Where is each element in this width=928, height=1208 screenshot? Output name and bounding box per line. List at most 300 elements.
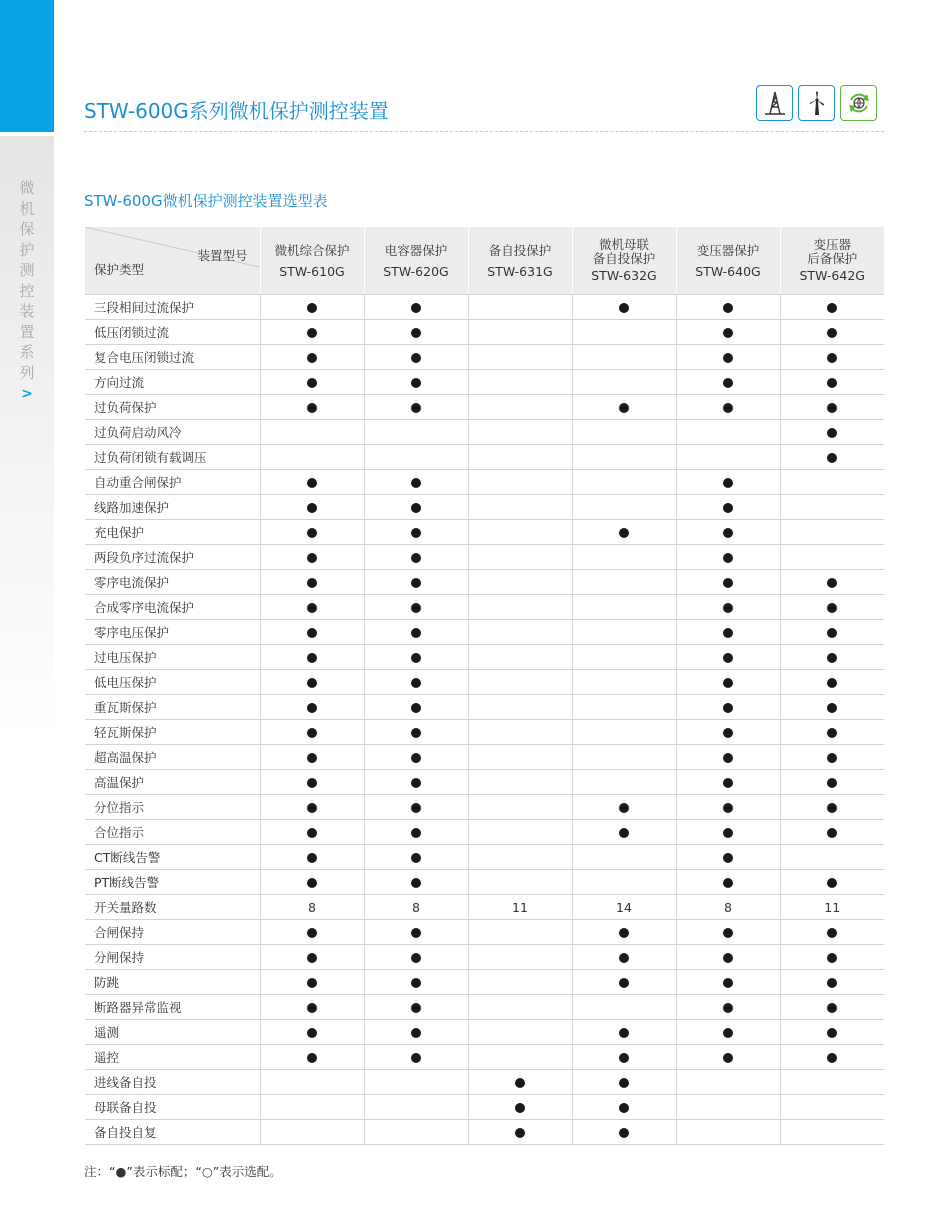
standard-dot-icon <box>411 1053 421 1063</box>
standard-dot-icon <box>307 578 317 588</box>
standard-dot-cell <box>676 470 780 495</box>
empty-cell <box>468 295 572 320</box>
standard-dot-cell <box>676 570 780 595</box>
standard-dot-icon <box>827 778 837 788</box>
column-model: STW-632G <box>591 267 657 283</box>
standard-dot-icon <box>411 528 421 538</box>
empty-cell <box>572 695 676 720</box>
standard-dot-cell <box>364 670 468 695</box>
column-header <box>468 227 572 295</box>
standard-dot-cell <box>780 595 884 620</box>
protection-type-label: 方向过流 <box>85 370 260 395</box>
table-row <box>85 595 884 620</box>
table-row <box>85 1070 884 1095</box>
protection-type-label: 低电压保护 <box>85 670 260 695</box>
selection-table <box>85 227 884 1145</box>
standard-dot-icon <box>619 1028 629 1038</box>
standard-dot-cell <box>260 645 364 670</box>
standard-dot-cell <box>364 470 468 495</box>
standard-dot-cell <box>572 1120 676 1145</box>
standard-dot-cell <box>260 770 364 795</box>
protection-type-label: 断路器异常监视 <box>85 995 260 1020</box>
standard-dot-cell <box>780 295 884 320</box>
standard-dot-cell <box>676 795 780 820</box>
standard-dot-cell <box>676 495 780 520</box>
empty-cell <box>468 595 572 620</box>
empty-cell <box>572 670 676 695</box>
standard-dot-cell <box>260 370 364 395</box>
empty-cell <box>572 470 676 495</box>
standard-dot-cell <box>260 720 364 745</box>
empty-cell <box>572 345 676 370</box>
standard-dot-icon <box>827 353 837 363</box>
standard-dot-cell <box>260 670 364 695</box>
protection-type-label: 过负荷闭锁有载调压 <box>85 445 260 470</box>
standard-dot-icon <box>411 878 421 888</box>
standard-dot-icon <box>307 1053 317 1063</box>
empty-cell <box>676 1120 780 1145</box>
standard-dot-cell <box>676 845 780 870</box>
standard-dot-cell <box>676 745 780 770</box>
column-name: 微机综合保护 <box>274 242 350 258</box>
empty-cell <box>572 545 676 570</box>
standard-dot-icon <box>827 1053 837 1063</box>
column-header <box>780 227 884 295</box>
sidebar-series-label <box>0 178 54 405</box>
protection-type-label: CT断线告警 <box>85 845 260 870</box>
standard-dot-cell <box>572 970 676 995</box>
standard-dot-icon <box>411 1003 421 1013</box>
standard-dot-icon <box>411 853 421 863</box>
standard-dot-icon <box>723 678 733 688</box>
standard-dot-icon <box>307 853 317 863</box>
standard-dot-cell <box>260 495 364 520</box>
standard-dot-cell <box>364 570 468 595</box>
standard-dot-cell <box>676 395 780 420</box>
standard-dot-cell <box>364 345 468 370</box>
empty-cell <box>260 1095 364 1120</box>
table-row <box>85 345 884 370</box>
table-row <box>85 945 884 970</box>
table-row <box>85 470 884 495</box>
standard-dot-icon <box>619 1103 629 1113</box>
standard-dot-icon <box>827 703 837 713</box>
standard-dot-cell <box>572 520 676 545</box>
standard-dot-icon <box>723 928 733 938</box>
empty-cell <box>364 1120 468 1145</box>
standard-dot-cell <box>260 995 364 1020</box>
standard-dot-cell <box>364 1020 468 1045</box>
standard-dot-icon <box>307 703 317 713</box>
empty-cell <box>260 1070 364 1095</box>
standard-dot-icon <box>411 828 421 838</box>
table-row <box>85 720 884 745</box>
empty-cell <box>676 420 780 445</box>
protection-type-label: 零序电流保护 <box>85 570 260 595</box>
standard-dot-cell <box>364 645 468 670</box>
empty-cell <box>364 1070 468 1095</box>
sidebar-char: 置 <box>19 322 35 341</box>
standard-dot-icon <box>307 303 317 313</box>
standard-dot-icon <box>411 978 421 988</box>
standard-dot-icon <box>307 503 317 513</box>
sidebar-char: 微 <box>19 179 35 197</box>
sidebar-char: 控 <box>19 281 35 300</box>
empty-cell <box>572 870 676 895</box>
standard-dot-icon <box>827 1003 837 1013</box>
table-corner-cell <box>85 227 260 295</box>
standard-dot-cell <box>572 1020 676 1045</box>
table-row <box>85 645 884 670</box>
empty-cell <box>468 545 572 570</box>
empty-cell <box>468 395 572 420</box>
standard-dot-icon <box>827 978 837 988</box>
protection-type-label: 三段相间过流保护 <box>85 295 260 320</box>
table-row <box>85 895 884 920</box>
standard-dot-cell <box>260 570 364 595</box>
standard-dot-icon <box>411 603 421 613</box>
empty-cell <box>468 1045 572 1070</box>
column-name: 变压器保护 <box>696 242 760 258</box>
standard-dot-cell <box>676 820 780 845</box>
standard-dot-icon <box>515 1078 525 1088</box>
standard-dot-cell <box>676 945 780 970</box>
standard-dot-icon <box>619 828 629 838</box>
standard-dot-cell <box>260 395 364 420</box>
protection-type-label: 低压闭锁过流 <box>85 320 260 345</box>
standard-dot-icon <box>411 953 421 963</box>
standard-dot-cell <box>364 945 468 970</box>
standard-dot-icon <box>723 1053 733 1063</box>
standard-dot-cell <box>364 845 468 870</box>
wind-turbine-icon <box>798 85 835 121</box>
empty-cell <box>468 970 572 995</box>
protection-type-label: 自动重合闸保护 <box>85 470 260 495</box>
standard-dot-cell <box>572 395 676 420</box>
standard-dot-icon <box>411 503 421 513</box>
standard-dot-cell <box>364 920 468 945</box>
protection-type-label: 充电保护 <box>85 520 260 545</box>
standard-dot-cell <box>364 695 468 720</box>
column-name: 微机母联 备自投保护 <box>592 237 656 266</box>
standard-dot-icon <box>307 953 317 963</box>
standard-dot-cell <box>364 620 468 645</box>
standard-dot-icon <box>307 878 317 888</box>
standard-dot-cell <box>780 1045 884 1070</box>
corner-label-model: 装置型号 <box>197 248 248 263</box>
standard-dot-cell <box>780 770 884 795</box>
standard-dot-icon <box>827 453 837 463</box>
standard-dot-icon <box>723 853 733 863</box>
standard-dot-icon <box>411 378 421 388</box>
protection-type-label: 轻瓦斯保护 <box>85 720 260 745</box>
standard-dot-icon <box>411 403 421 413</box>
sidebar-char: 系 <box>19 343 35 361</box>
empty-cell <box>572 570 676 595</box>
empty-cell <box>364 1095 468 1120</box>
standard-dot-icon <box>827 953 837 963</box>
empty-cell <box>468 845 572 870</box>
table-row <box>85 495 884 520</box>
corner-label-type: 保护类型 <box>94 262 145 277</box>
column-model: STW-610G <box>279 263 345 279</box>
standard-dot-icon <box>723 1028 733 1038</box>
table-row <box>85 620 884 645</box>
empty-cell <box>468 995 572 1020</box>
standard-dot-icon <box>307 478 317 488</box>
standard-dot-cell <box>676 920 780 945</box>
standard-dot-icon <box>619 978 629 988</box>
standard-dot-cell <box>364 820 468 845</box>
table-body <box>85 295 884 1145</box>
footnote: 注：“●”表示标配；“○”表示选配。 <box>84 1164 282 1179</box>
standard-dot-icon <box>619 1053 629 1063</box>
standard-dot-icon <box>411 703 421 713</box>
standard-dot-cell <box>780 345 884 370</box>
protection-type-label: 过负荷启动风冷 <box>85 420 260 445</box>
standard-dot-icon <box>619 1128 629 1138</box>
column-model: STW-620G <box>383 263 449 279</box>
standard-dot-cell <box>676 320 780 345</box>
sidebar-char: 机 <box>19 199 35 218</box>
standard-dot-icon <box>723 728 733 738</box>
protection-type-label: PT断线告警 <box>85 870 260 895</box>
standard-dot-cell <box>260 845 364 870</box>
standard-dot-icon <box>723 753 733 763</box>
standard-dot-cell <box>572 920 676 945</box>
standard-dot-cell <box>676 995 780 1020</box>
table-row <box>85 1020 884 1045</box>
protection-type-label: 备自投自复 <box>85 1120 260 1145</box>
standard-dot-icon <box>827 403 837 413</box>
standard-dot-icon <box>723 828 733 838</box>
standard-dot-cell <box>572 820 676 845</box>
protection-type-label: 进线备自投 <box>85 1070 260 1095</box>
table-row <box>85 370 884 395</box>
empty-cell <box>468 695 572 720</box>
column-header <box>364 227 468 295</box>
standard-dot-cell <box>780 395 884 420</box>
empty-cell <box>260 445 364 470</box>
standard-dot-cell <box>676 520 780 545</box>
empty-cell <box>468 820 572 845</box>
standard-dot-icon <box>411 328 421 338</box>
table-row <box>85 695 884 720</box>
protection-type-label: 母联备自投 <box>85 1095 260 1120</box>
standard-dot-icon <box>619 303 629 313</box>
standard-dot-icon <box>411 1028 421 1038</box>
standard-dot-cell <box>260 970 364 995</box>
standard-dot-icon <box>723 628 733 638</box>
standard-dot-icon <box>723 528 733 538</box>
standard-dot-cell <box>676 370 780 395</box>
standard-dot-icon <box>307 753 317 763</box>
empty-cell <box>572 420 676 445</box>
standard-dot-cell <box>260 320 364 345</box>
standard-dot-icon <box>307 553 317 563</box>
protection-type-label: 超高温保护 <box>85 745 260 770</box>
protection-type-label: 合成零序电流保护 <box>85 595 260 620</box>
standard-dot-cell <box>780 870 884 895</box>
standard-dot-icon <box>723 578 733 588</box>
standard-dot-icon <box>827 803 837 813</box>
standard-dot-cell <box>780 670 884 695</box>
standard-dot-icon <box>723 403 733 413</box>
standard-dot-icon <box>619 528 629 538</box>
table-row <box>85 520 884 545</box>
column-name: 备自投保护 <box>488 242 552 258</box>
standard-dot-cell <box>364 795 468 820</box>
empty-cell <box>572 995 676 1020</box>
empty-cell <box>468 420 572 445</box>
empty-cell <box>468 745 572 770</box>
standard-dot-icon <box>723 478 733 488</box>
empty-cell <box>468 945 572 970</box>
standard-dot-icon <box>827 828 837 838</box>
standard-dot-cell <box>780 970 884 995</box>
standard-dot-cell <box>780 445 884 470</box>
standard-dot-icon <box>827 653 837 663</box>
standard-dot-cell <box>364 970 468 995</box>
standard-dot-icon <box>619 928 629 938</box>
empty-cell <box>468 670 572 695</box>
standard-dot-icon <box>827 878 837 888</box>
empty-cell <box>468 720 572 745</box>
standard-dot-cell <box>260 1020 364 1045</box>
table-row <box>85 770 884 795</box>
empty-cell <box>676 1095 780 1120</box>
standard-dot-cell <box>260 470 364 495</box>
recycle-globe-icon <box>840 85 877 121</box>
standard-dot-cell <box>364 320 468 345</box>
standard-dot-cell <box>364 395 468 420</box>
standard-dot-cell <box>364 545 468 570</box>
standard-dot-icon <box>411 753 421 763</box>
table-row <box>85 320 884 345</box>
standard-dot-icon <box>619 953 629 963</box>
standard-dot-cell <box>676 545 780 570</box>
standard-dot-icon <box>307 678 317 688</box>
table-row <box>85 1045 884 1070</box>
empty-cell <box>468 1020 572 1045</box>
standard-dot-cell <box>780 795 884 820</box>
standard-dot-icon <box>723 978 733 988</box>
empty-cell <box>780 545 884 570</box>
table-row <box>85 570 884 595</box>
empty-cell <box>572 370 676 395</box>
standard-dot-icon <box>307 828 317 838</box>
table-row <box>85 1095 884 1120</box>
empty-cell <box>468 345 572 370</box>
standard-dot-cell <box>780 1020 884 1045</box>
standard-dot-icon <box>307 378 317 388</box>
standard-dot-cell <box>676 770 780 795</box>
empty-cell <box>572 320 676 345</box>
standard-dot-cell <box>572 1070 676 1095</box>
standard-dot-cell <box>260 870 364 895</box>
protection-type-label: 零序电压保护 <box>85 620 260 645</box>
standard-dot-icon <box>827 1028 837 1038</box>
empty-cell <box>572 845 676 870</box>
empty-cell <box>780 1070 884 1095</box>
standard-dot-cell <box>364 1045 468 1070</box>
standard-dot-cell <box>364 520 468 545</box>
protection-type-label: 复合电压闭锁过流 <box>85 345 260 370</box>
standard-dot-cell <box>780 620 884 645</box>
protection-type-label: 线路加速保护 <box>85 495 260 520</box>
value-cell: 11 <box>468 895 572 920</box>
standard-dot-icon <box>411 653 421 663</box>
table-row <box>85 970 884 995</box>
sidebar-char: 护 <box>19 240 35 259</box>
standard-dot-cell <box>780 745 884 770</box>
standard-dot-icon <box>723 803 733 813</box>
standard-dot-icon <box>411 628 421 638</box>
table-row <box>85 545 884 570</box>
standard-dot-cell <box>364 745 468 770</box>
standard-dot-cell <box>260 945 364 970</box>
empty-cell <box>780 1095 884 1120</box>
standard-dot-icon <box>619 403 629 413</box>
standard-dot-icon <box>307 353 317 363</box>
oil-rig-icon <box>756 85 793 121</box>
protection-type-label: 合闸保持 <box>85 920 260 945</box>
standard-dot-cell <box>364 720 468 745</box>
standard-dot-cell <box>676 870 780 895</box>
standard-dot-cell <box>780 420 884 445</box>
standard-dot-icon <box>307 653 317 663</box>
standard-dot-icon <box>307 778 317 788</box>
standard-dot-icon <box>307 1003 317 1013</box>
table-row <box>85 670 884 695</box>
table-row <box>85 295 884 320</box>
empty-cell <box>468 495 572 520</box>
standard-dot-icon <box>307 603 317 613</box>
standard-dot-cell <box>676 345 780 370</box>
standard-dot-cell <box>676 720 780 745</box>
column-header <box>260 227 364 295</box>
table-row <box>85 995 884 1020</box>
standard-dot-icon <box>827 328 837 338</box>
empty-cell <box>468 620 572 645</box>
standard-dot-icon <box>307 528 317 538</box>
standard-dot-icon <box>619 1078 629 1088</box>
standard-dot-icon <box>411 928 421 938</box>
protection-type-label: 分闸保持 <box>85 945 260 970</box>
standard-dot-cell <box>780 695 884 720</box>
protection-type-label: 开关量路数 <box>85 895 260 920</box>
standard-dot-icon <box>827 603 837 613</box>
empty-cell <box>780 845 884 870</box>
table-row <box>85 845 884 870</box>
standard-dot-cell <box>780 320 884 345</box>
standard-dot-cell <box>780 945 884 970</box>
standard-dot-cell <box>364 295 468 320</box>
standard-dot-cell <box>780 995 884 1020</box>
value-cell: 8 <box>260 895 364 920</box>
standard-dot-icon <box>723 1003 733 1013</box>
standard-dot-cell <box>260 820 364 845</box>
protection-type-label: 分位指示 <box>85 795 260 820</box>
header-divider <box>84 131 884 132</box>
empty-cell <box>468 320 572 345</box>
standard-dot-cell <box>780 820 884 845</box>
empty-cell <box>780 470 884 495</box>
table-row <box>85 870 884 895</box>
value-cell: 14 <box>572 895 676 920</box>
empty-cell <box>468 770 572 795</box>
standard-dot-cell <box>676 970 780 995</box>
